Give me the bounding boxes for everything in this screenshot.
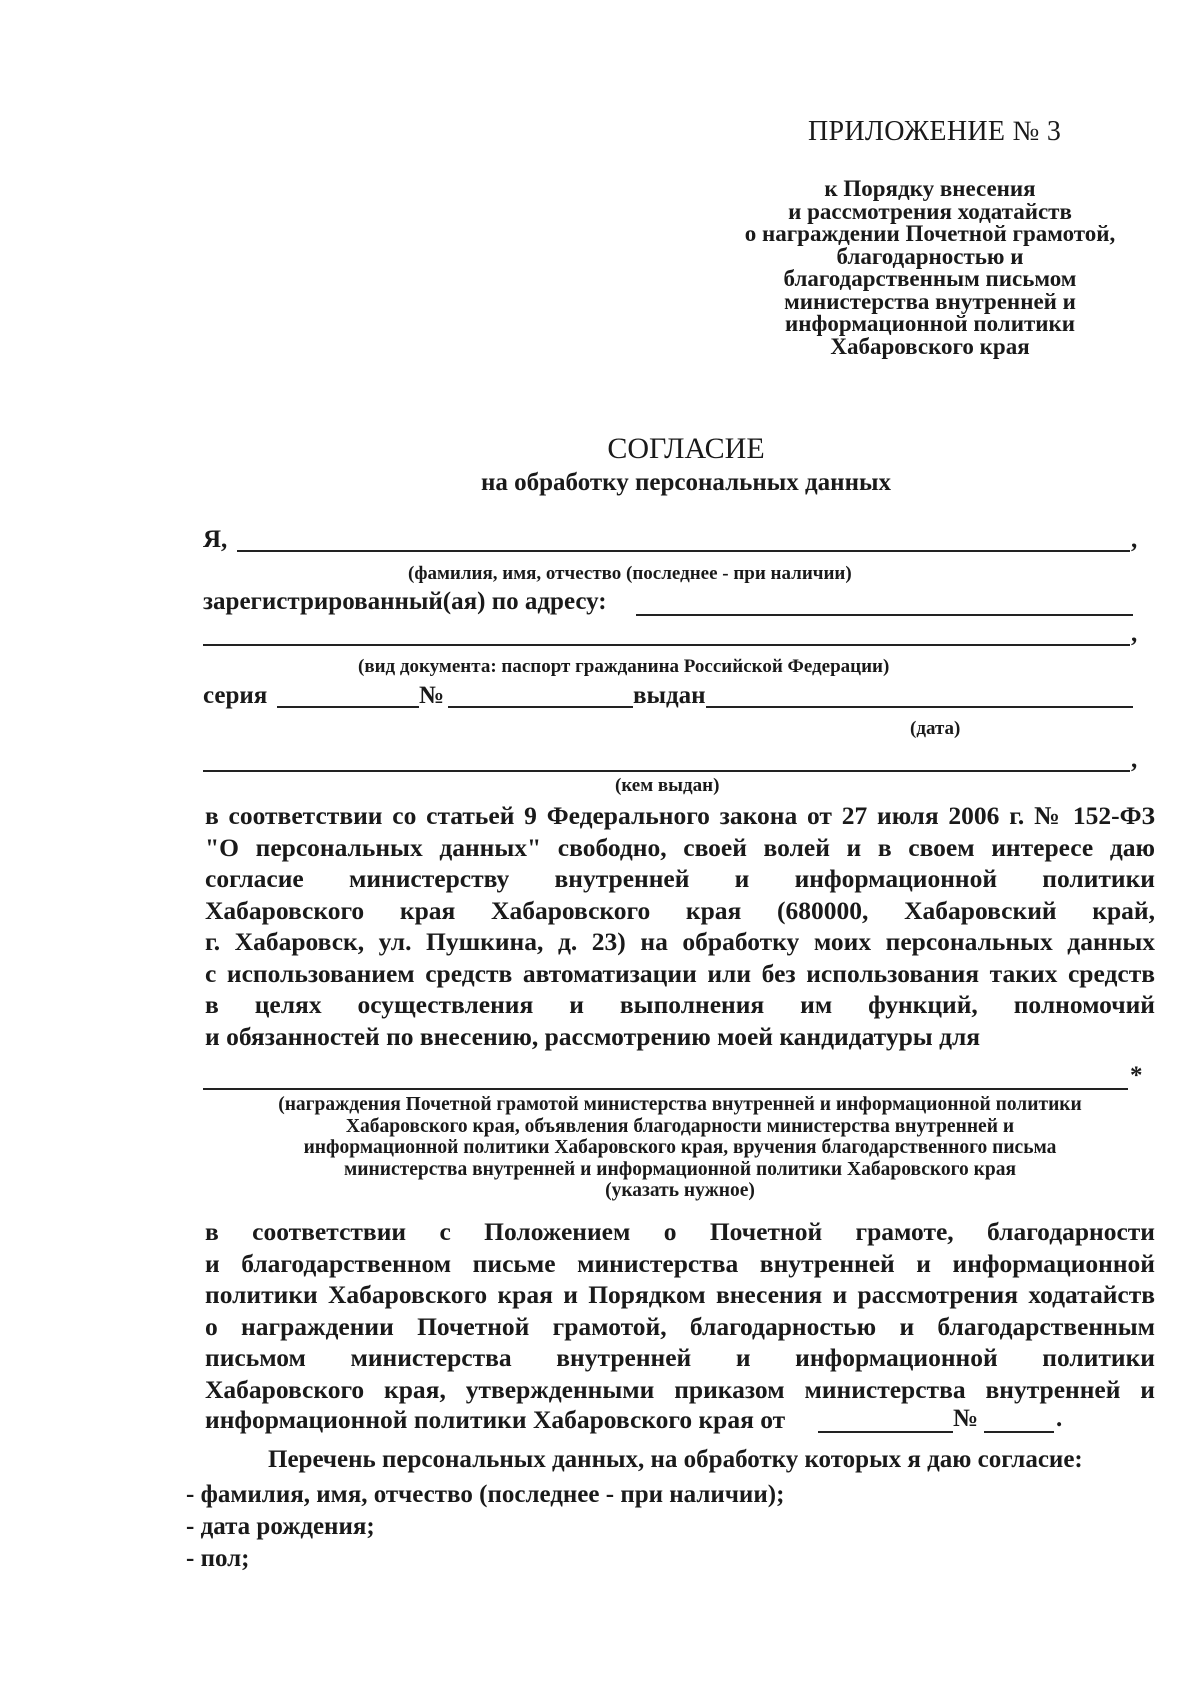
period: . bbox=[1056, 1405, 1063, 1432]
issued-label: выдан bbox=[633, 682, 706, 709]
footnote-asterisk: * bbox=[1130, 1062, 1143, 1089]
paragraph-line: Хабаровского края Хабаровского края (680000, Хабаровский край, bbox=[205, 895, 1155, 925]
name-caption: (фамилия, имя, отчество (последнее - при наличии) bbox=[408, 563, 852, 584]
personal-data-list bbox=[186, 1479, 784, 1575]
number-field-line[interactable] bbox=[448, 706, 633, 708]
appendix-line: министерства внутренней и bbox=[784, 288, 1076, 314]
comma: , bbox=[1131, 526, 1138, 553]
comma: , bbox=[1131, 620, 1138, 647]
paragraph-line: согласие министерству внутренней и информационной политики bbox=[205, 864, 1155, 893]
appendix-title: ПРИЛОЖЕНИЕ № 3 bbox=[808, 116, 1062, 147]
document-subtitle: на обработку персональных данных bbox=[481, 469, 891, 496]
list-item: - пол; bbox=[186, 1545, 250, 1572]
consent-paragraph bbox=[205, 800, 1155, 1052]
paragraph-line: и обязанностей по внесению, рассмотрению моей кандидатуры для bbox=[205, 1021, 981, 1051]
caption-line: министерства внутренней и информационной политики Хабаровского края bbox=[343, 1158, 1017, 1180]
award-field-line[interactable] bbox=[203, 1088, 1128, 1090]
paragraph-line: в соответствии со статьей 9 Федерального закона от 27 июля 2006 г. № 152-ФЗ bbox=[205, 801, 1155, 830]
issuer-caption: (кем выдан) bbox=[615, 775, 720, 796]
list-item: - фамилия, имя, отчество (последнее - при наличии); bbox=[186, 1481, 785, 1508]
list-item: - дата рождения; bbox=[186, 1513, 375, 1540]
regulation-paragraph bbox=[205, 1216, 1155, 1405]
paragraph-last-line: информационной политики Хабаровского края от bbox=[205, 1405, 786, 1434]
comma: , bbox=[1131, 746, 1138, 773]
paragraph-line: с использованием средств автоматизации или без использования таких средств bbox=[205, 958, 1155, 988]
appendix-line: благодарственным письмом bbox=[783, 266, 1077, 291]
paragraph-line: в соответствии с Положением о Почетной грамоте, благодарности bbox=[205, 1217, 1155, 1246]
paragraph-line: г. Хабаровск, ул. Пушкина, д. 23) на обработку моих персональных данных bbox=[205, 927, 1155, 956]
number-label: № bbox=[419, 682, 445, 709]
address-label: зарегистрированный(ая) по адресу: bbox=[203, 588, 607, 615]
issued-date-field-line[interactable] bbox=[706, 706, 1133, 708]
order-number-label: № bbox=[953, 1405, 979, 1432]
series-field-line[interactable] bbox=[277, 706, 419, 708]
appendix-line: к Порядку внесения bbox=[824, 176, 1036, 201]
address-field-line-2[interactable] bbox=[203, 644, 1130, 646]
order-number-field-line[interactable] bbox=[984, 1431, 1054, 1433]
name-field-line[interactable] bbox=[237, 550, 1130, 552]
appendix-line: информационной политики bbox=[784, 311, 1076, 336]
list-intro: Перечень персональных данных, на обработку которых я даю согласие: bbox=[268, 1446, 1083, 1473]
appendix-line: Хабаровского края bbox=[830, 333, 1030, 359]
paragraph-line: и благодарственном письме министерства внутренней и информационной bbox=[205, 1248, 1155, 1278]
i-label: Я, bbox=[203, 526, 228, 553]
appendix-reference bbox=[700, 178, 1160, 358]
order-date-field-line[interactable] bbox=[818, 1431, 953, 1433]
address-field-line[interactable] bbox=[636, 614, 1133, 616]
paragraph-line: Хабаровского края, утвержденными приказом министерства внутренней и bbox=[205, 1374, 1155, 1404]
series-label: серия bbox=[203, 682, 268, 709]
document-title: СОГЛАСИЕ bbox=[607, 432, 765, 465]
appendix-line: о награждении Почетной грамотой, bbox=[744, 221, 1116, 246]
caption-line: (награждения Почетной грамотой министерства внутренней и информационной политики bbox=[278, 1094, 1082, 1115]
caption-line: информационной политики Хабаровского края, вручения благодарственного письма bbox=[303, 1137, 1057, 1158]
date-caption: (дата) bbox=[910, 718, 961, 739]
appendix-line: и рассмотрения ходатайств bbox=[788, 198, 1072, 224]
issuer-field-line[interactable] bbox=[203, 770, 1130, 772]
paragraph-line: письмом министерства внутренней и информационной политики bbox=[205, 1343, 1155, 1372]
paragraph-line: "О персональных данных" свободно, своей волей и в своем интересе даю bbox=[205, 832, 1155, 862]
award-caption bbox=[205, 1094, 1155, 1202]
document-type-caption: (вид документа: паспорт гражданина Российской Федерации) bbox=[358, 656, 890, 677]
caption-line: Хабаровского края, объявления благодарности министерства внутренней и bbox=[345, 1115, 1015, 1137]
paragraph-line: в целях осуществления и выполнения им функций, полномочий bbox=[205, 990, 1155, 1019]
caption-line: (указать нужное) bbox=[605, 1180, 755, 1201]
paragraph-line: политики Хабаровского края и Порядком внесения и рассмотрения ходатайств bbox=[205, 1280, 1155, 1309]
paragraph-line: о награждении Почетной грамотой, благодарностью и благодарственным bbox=[205, 1311, 1155, 1341]
appendix-line: благодарностью и bbox=[836, 243, 1024, 269]
